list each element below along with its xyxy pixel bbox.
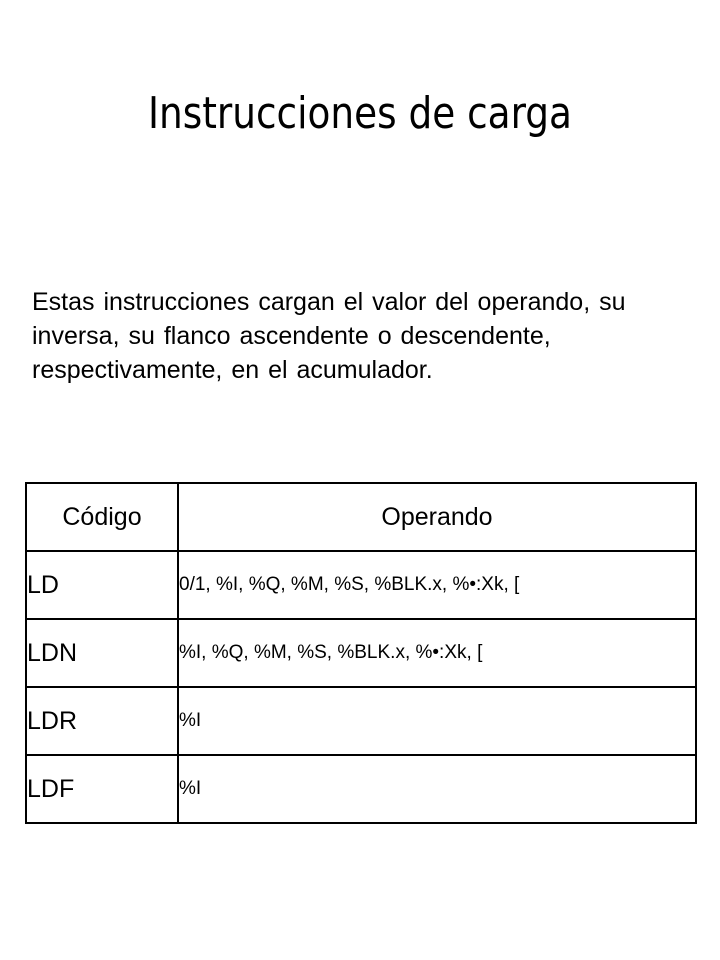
table-row: [26, 755, 696, 823]
row-code: LD: [26, 551, 178, 619]
row-operand: 0/1, %I, %Q, %M, %S, %BLK.x, %•:Xk, [: [178, 551, 696, 619]
header-operand: Operando: [178, 483, 696, 551]
table-row: [26, 687, 696, 755]
page-title: Instrucciones de carga: [148, 88, 572, 139]
header-code: Código: [26, 483, 178, 551]
table-row: [26, 619, 696, 687]
row-operand: %I, %Q, %M, %S, %BLK.x, %•:Xk, [: [178, 619, 696, 687]
instructions-table: [25, 482, 697, 824]
row-operand: %I: [178, 755, 696, 823]
table-header-row: [26, 483, 696, 551]
row-operand: %I: [178, 687, 696, 755]
table-row: [26, 551, 696, 619]
intro-paragraph: Estas instrucciones cargan el valor del operando, su inversa, su flanco ascendente o descendente, respectivamente, en el acumulador.: [32, 288, 626, 384]
row-code: LDN: [26, 619, 178, 687]
row-code: LDF: [26, 755, 178, 823]
row-code: LDR: [26, 687, 178, 755]
